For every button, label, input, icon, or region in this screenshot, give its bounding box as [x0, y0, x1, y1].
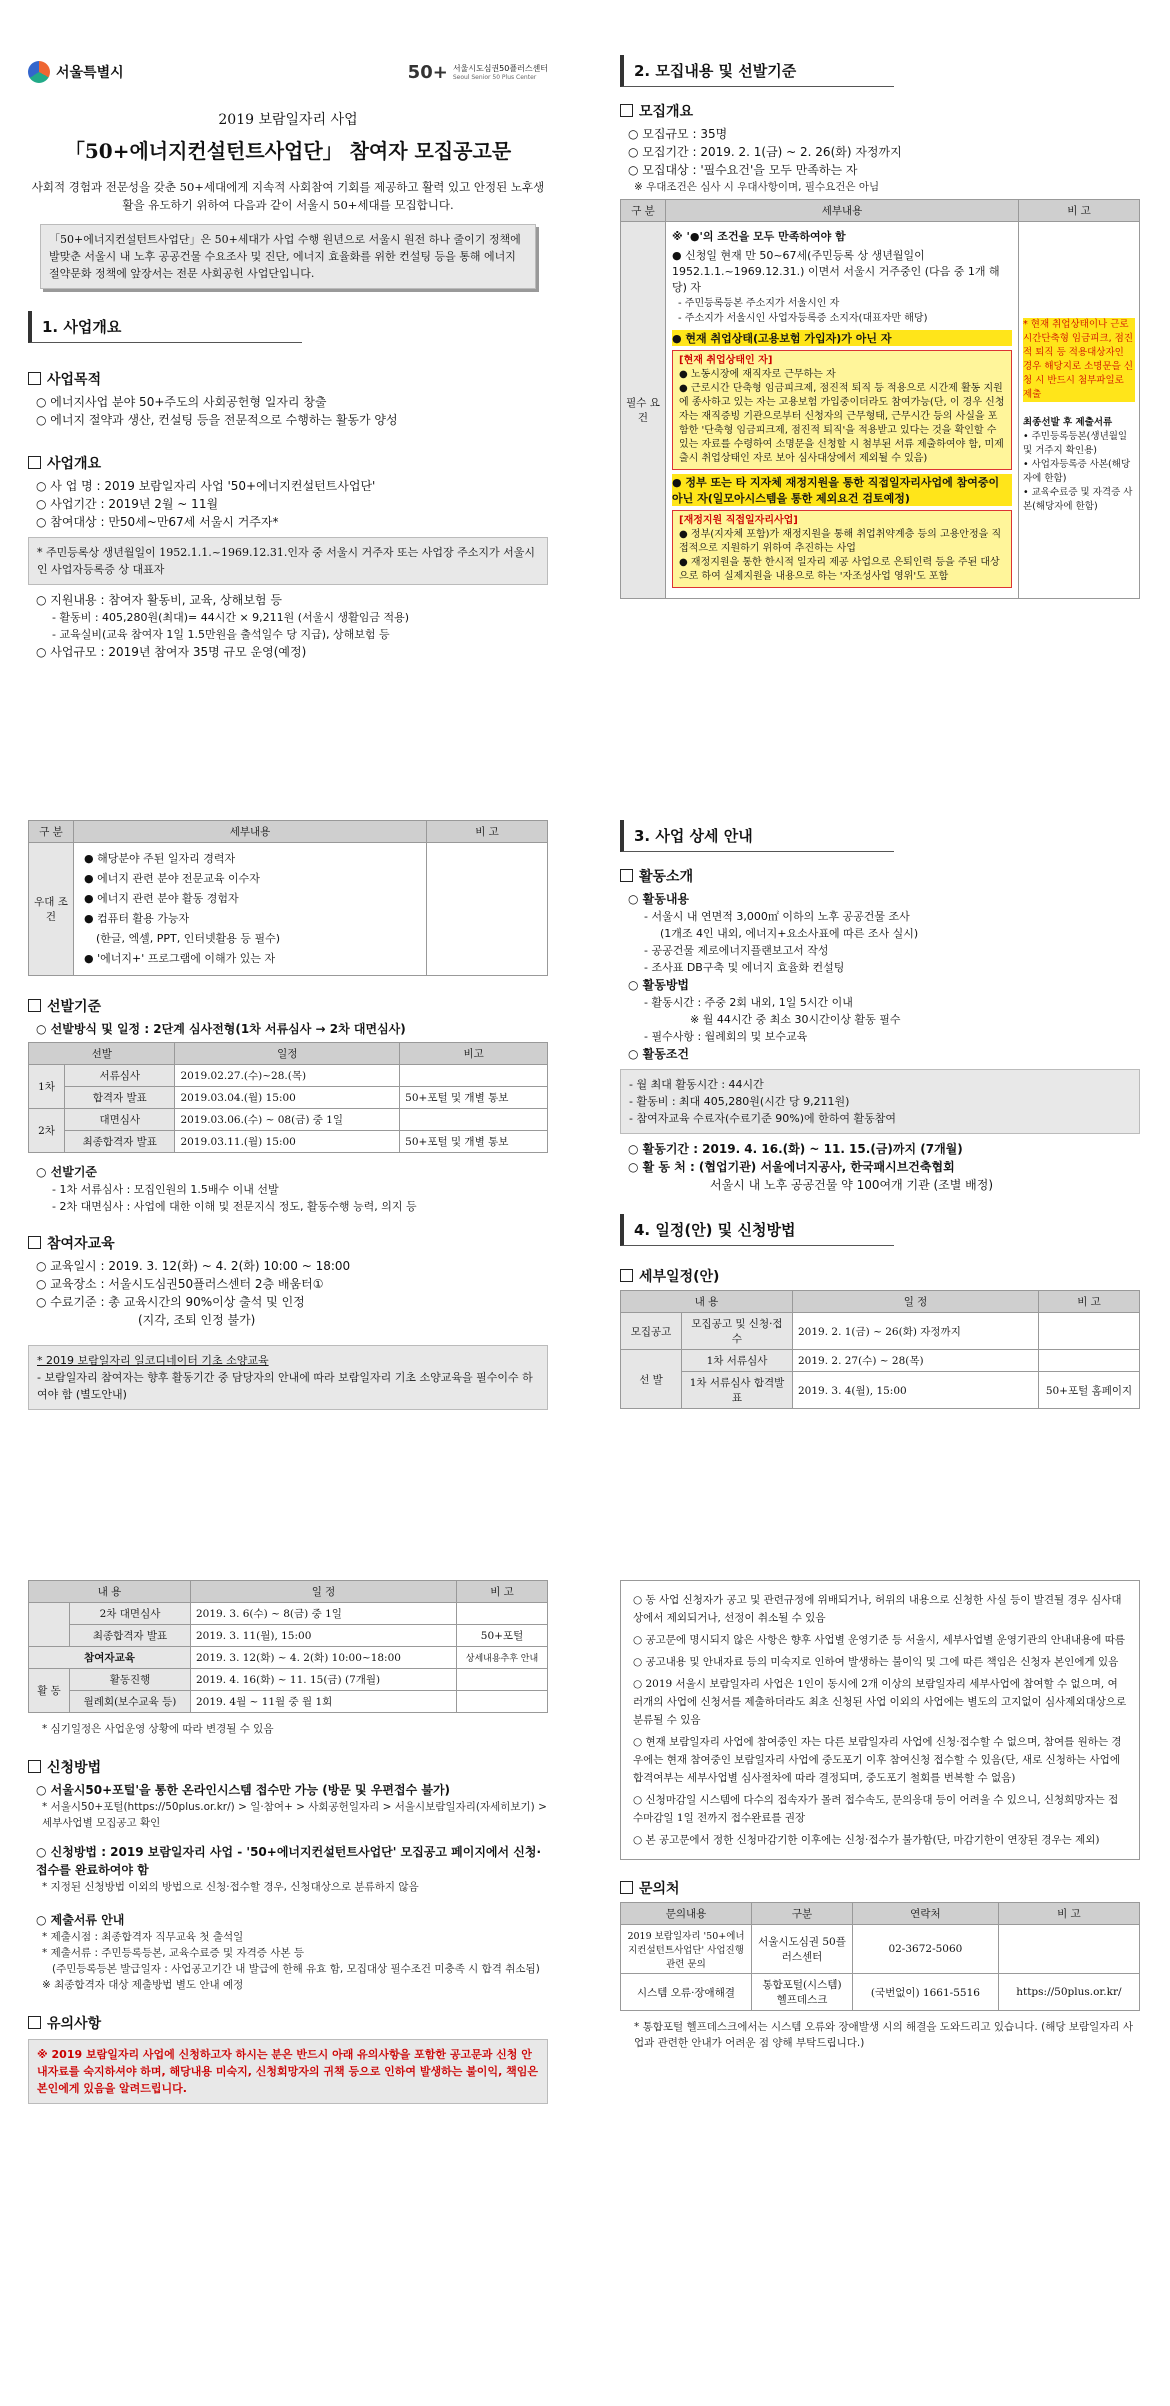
checkbox-icon — [28, 1236, 41, 1249]
date-cell: 2019. 3. 4(월), 15:00 — [793, 1372, 1039, 1409]
edu-item: ○ 교육장소 : 서울시도심권50플러스센터 2층 배움터① — [36, 1277, 324, 1291]
date-cell: 2019.02.27.(수)~28.(목) — [175, 1065, 400, 1087]
docs-item: * 제출서류 : 주민등록등본, 교육수료증 및 자격증 사본 등 — [42, 1947, 304, 1959]
checkbox-icon — [620, 1269, 633, 1282]
table-row — [29, 1625, 548, 1647]
edu-note-text: - 보람일자리 참여자는 향후 활동기간 중 담당자의 안내에 따라 보람일자리 기초 소양교육을 필수이수 하여야 함 (별도안내) — [37, 1371, 533, 1401]
th-date: 일 정 — [191, 1581, 457, 1603]
table-row — [29, 1669, 548, 1691]
caution-heading: 유의사항 — [47, 2016, 102, 2032]
activity-subheading: ○ 활동조건 — [628, 1047, 690, 1061]
content-cell: 2019 보람일자리 '50+에너지컨설턴트사업단' 사업진행관련 문의 — [621, 1925, 752, 1974]
item-cell: 활동진행 — [70, 1669, 191, 1691]
doc-title: 「50+에너지컨설턴트사업단」 참여자 모집공고문 — [64, 139, 512, 163]
tel-cell: 02-3672-5060 — [853, 1925, 999, 1974]
note-cell: 50+포털 — [457, 1625, 548, 1647]
cat-cell: 선 발 — [621, 1350, 682, 1409]
table-row — [621, 1313, 1140, 1350]
activity-subheading: ○ 활동방법 — [628, 978, 690, 992]
table-note: * 심기일정은 사업운영 상황에 따라 변경될 수 있음 — [42, 1723, 274, 1735]
activity-place-detail: 서울시 내 노후 공공건물 약 100여개 기관 (조별 배정) — [710, 1178, 994, 1192]
activity-subheading: ○ 활동내용 — [628, 892, 690, 906]
table-row — [29, 1647, 548, 1669]
schedule-heading: 세부일정(안) — [639, 1269, 720, 1285]
content-cell: 시스템 오류·장애해결 — [621, 1974, 752, 2011]
apply-note: * 지정된 신청방법 이외의 방법으로 신청·접수할 경우, 신청대상으로 분류하지 않음 — [42, 1881, 419, 1893]
checkbox-icon — [28, 372, 41, 385]
cat-cell: 활 동 — [29, 1669, 70, 1713]
th-org: 구분 — [752, 1903, 853, 1925]
doc-intro: 사회적 경험과 전문성을 갖춘 50+세대에게 지속적 사회참여 기회를 제공하고 활력 있고 안정된 노후생활을 유도하기 위하여 다음과 같이 서울시 50+세대를 모집합니다. — [31, 180, 545, 212]
notice-item: ○ 본 공고문에서 정한 신청마감기한 이후에는 신청·접수가 불가함(단, 마감기한이 연장된 경우는 제외) — [633, 1834, 1100, 1846]
stage-cell: 2차 — [29, 1109, 65, 1153]
th-detail: 세부내용 — [666, 200, 1019, 222]
jobs-box-item: ● 정부(지자체 포함)가 재정지원을 통해 취업취약계층 등의 고용안정을 직접적으로 지원하기 위하여 추진하는 사업 — [679, 529, 1002, 554]
doc-subtitle: 2019 보람일자리 사업 — [218, 112, 358, 128]
note-cell — [457, 1669, 548, 1691]
purpose-item: ○ 에너지사업 분야 50+주도의 사회공헌형 일자리 창출 — [36, 395, 327, 409]
section-2-title: 2. 모집내용 및 선발기준 — [620, 55, 894, 87]
note-cell — [457, 1603, 548, 1625]
th-date: 일 정 — [793, 1291, 1039, 1313]
note-cell — [400, 1109, 548, 1131]
recruit-heading: 모집개요 — [639, 104, 694, 120]
activity-item: ※ 월 44시간 중 최소 30시간이상 활동 필수 — [690, 1013, 901, 1026]
cat-cell — [29, 1603, 70, 1647]
apply-heading: 신청방법 — [47, 1760, 102, 1776]
notices-box — [620, 1580, 1140, 1860]
apply-note: * 서울시50+포털(https://50plus.or.kr/) > 일·참여+ > 사회공헌일자리 > 서울시보람일자리(자세히보기) > 세부사업별 모집공고 확인 — [42, 1801, 547, 1829]
item-cell: 2차 대면심사 — [70, 1603, 191, 1625]
pref-item: ● 컴퓨터 활용 가능자 — [84, 912, 190, 925]
remark-doc: • 주민등록등본(생년월일 및 거주지 확인용) — [1023, 431, 1128, 456]
table-row — [29, 1109, 548, 1131]
table-row — [29, 1065, 548, 1087]
date-cell: 2019. 3. 6(수) ~ 8(금) 중 1일 — [191, 1603, 457, 1625]
jobs-box-item: ● 재정지원을 통한 한시적 일자리 제공 사업으로 은퇴인력 등을 주된 대상으로 하여 실제지원을 내용으로 하는 '자조성사업 영위'도 포함 — [679, 557, 1000, 582]
activity-place: ○ 활 동 처 : (협업기관) 서울에너지공사, 한국패시브건축협회 — [628, 1160, 955, 1174]
docs-item: ※ 최종합격자 대상 제출방법 별도 안내 예정 — [42, 1979, 244, 1991]
panel-apply — [28, 1580, 548, 2370]
item-cell: 1차 서류심사 합격발표 — [682, 1372, 793, 1409]
purpose-heading: 사업목적 — [47, 372, 102, 388]
pref-item: ● '에너지+' 프로그램에 이해가 있는 자 — [84, 952, 276, 965]
overview-note: * 주민등록상 생년월일이 1952.1.1.~1969.12.31.인자 중 서울시 거주자 또는 사업장 주소지가 서울시인 사업자등록증 상 대표자 — [28, 537, 548, 585]
schedule-table — [620, 1290, 1140, 1409]
docs-item: * 제출시점 : 최종합격자 직무교육 첫 출석일 — [42, 1931, 244, 1943]
criteria-item: - 1차 서류심사 : 모집인원의 1.5배수 이내 선발 — [52, 1183, 279, 1196]
activity-item: - 활동시간 : 주중 2회 내외, 1일 5시간 이내 — [644, 996, 853, 1009]
item-cell: 서류심사 — [65, 1065, 175, 1087]
checkbox-icon — [620, 1881, 633, 1894]
overview-heading: 사업개요 — [47, 456, 102, 472]
contact-table — [620, 1902, 1140, 2011]
note-cell: 50+포털 및 개별 통보 — [400, 1131, 548, 1153]
checkbox-icon — [28, 456, 41, 469]
support-sub: - 활동비 : 405,280원(최대)= 44시간 × 9,211원 (서울시 생활임금 적용) — [52, 611, 409, 624]
th-content: 문의내용 — [621, 1903, 752, 1925]
employed-box-item: ● 근로시간 단축형 임금피크제, 점진적 퇴직 등 적용으로 시간제 활동 지원에 종사하고 있는 자는 고용보험 가입중이더라도 참여가능(단, 이 경우 신청자는 재직증빙 기관으로부터 신청자의 근무형태, 근무시간 등의 사실을 포함한 '단축형 임금피크제, 점진적 퇴직'을 적용받고 있다는 것을 확인할 수 있는 자료를 수령하여 소명문을 신청할 시 첨부된 서류 제출하여야 함, 미제출시 취업상태인 자로 보아 심사대상에서 제외될 수 있음) — [679, 383, 1005, 464]
schedule-table-cont — [28, 1580, 548, 1713]
seoul-logo-icon — [28, 61, 50, 83]
req-item: - 주민등록등본 주소지가 서울시인 자 — [678, 298, 840, 309]
item-cell: 1차 서류심사 — [682, 1350, 793, 1372]
panel-overview — [28, 55, 548, 805]
overview-item: ○ 사 업 명 : 2019 보람일자리 사업 '50+에너지컨설턴트사업단' — [36, 479, 376, 493]
website-link[interactable]: https://50plus.or.kr/ — [998, 1974, 1139, 2011]
note-cell: 상세내용추후 안내 — [457, 1647, 548, 1669]
pref-item: ● 에너지 관련 분야 전문교육 이수자 — [84, 872, 260, 885]
req-item: ● 신청일 현재 만 50~67세(주민등록 상 생년월일이 1952.1.1.~1969.12.31.) 이면서 서울시 거주중인 (다음 중 1개 해당) 자 — [672, 249, 1000, 294]
table-row — [621, 1350, 1140, 1372]
remark-docs-title: 최종선발 후 제출서류 — [1023, 417, 1113, 428]
employed-box-title: [현재 취업상태인 자] — [679, 355, 773, 366]
cat-cell: 모집공고 — [621, 1313, 682, 1350]
overview-item: ○ 참여대상 : 만50세~만67세 서울시 거주자* — [36, 515, 279, 529]
purpose-item: ○ 에너지 절약과 생산, 컨설팅 등을 전문적으로 수행하는 활동가 양성 — [36, 413, 398, 427]
apply-item: ○ 신청방법 : 2019 보람일자리 사업 - '50+에너지컨설턴트사업단' 모집공고 페이지에서 신청·접수를 완료하여야 함 — [36, 1845, 542, 1877]
edu-item: ○ 수료기준 : 총 교육시간의 90%이상 출석 및 인정 — [36, 1295, 305, 1309]
note-cell — [1039, 1350, 1140, 1372]
date-cell: 2019.03.04.(월) 15:00 — [175, 1087, 400, 1109]
notice-item: ○ 2019 서울시 보람일자리 사업은 1인이 동시에 2개 이상의 보람일자리 세부사업에 참여할 수 없으며, 여러개의 사업에 신청서를 제출하더라도 최초 신청된 사업 이외의 사업에는 별도의 고지없이 심사제외대상으로 분류될 수 있음 — [633, 1678, 1127, 1726]
employed-box-item: ● 노동시장에 재직자로 근무하는 자 — [679, 369, 836, 380]
th-note: 비 고 — [998, 1903, 1139, 1925]
required-label: 필수 요건 — [621, 222, 666, 599]
th-remark: 비 고 — [1019, 200, 1140, 222]
th-remark: 비 고 — [427, 821, 548, 843]
org-cell: 서울시도심권 50플러스센터 — [752, 1925, 853, 1974]
employed-box — [672, 350, 1012, 470]
table-row — [621, 1925, 1140, 1974]
activity-period: ○ 활동기간 : 2019. 4. 16.(화) ~ 11. 15.(금)까지 (7개월) — [628, 1142, 963, 1156]
edu-item: ○ 교육일시 : 2019. 3. 12(화) ~ 4. 2(화) 10:00 ~ 18:00 — [36, 1259, 351, 1273]
caution-box: ※ 2019 보람일자리 사업에 신청하고자 하시는 분은 반드시 아래 유의사항을 포함한 공고문과 신청 안내자료를 숙지하셔야 하며, 해당내용 미숙지, 신청회망자의 귀책 등으로 인하여 발생하는 불이익, 책임은 본인에게 있음을 알려드립니다. — [28, 2039, 548, 2104]
pref-item: ● 해당분야 주된 일자리 경력자 — [84, 852, 236, 865]
date-cell: 2019. 4. 16(화) ~ 11. 15(금) (7개월) — [191, 1669, 457, 1691]
th-note: 비 고 — [457, 1581, 548, 1603]
recruit-item: ○ 모집규모 : 35명 — [628, 127, 728, 141]
panel-notices — [620, 1580, 1140, 2370]
docs-item: (주민등록등본 발급일자 : 사업공고기간 내 발급에 한해 유효 함, 모집대상 필수조건 미충족 시 합격 취소됨) — [52, 1963, 540, 1975]
condition-item: - 참여자교육 수료자(수료기준 90%)에 한하여 활동참여 — [629, 1112, 897, 1125]
edu-heading: 참여자교육 — [47, 1236, 115, 1252]
jobs-box — [672, 510, 1012, 588]
org-cell: 통합포털(시스템) 헬프데스크 — [752, 1974, 853, 2011]
note-cell: 50+포털 홈페이지 — [1039, 1372, 1140, 1409]
checkbox-icon — [620, 869, 633, 882]
criteria-heading: ○ 선발기준 — [36, 1165, 98, 1179]
selection-table — [28, 1042, 548, 1153]
checkbox-icon — [28, 1760, 41, 1773]
date-cell: 2019. 3. 12(화) ~ 4. 2(화) 10:00~18:00 — [191, 1647, 457, 1669]
checkbox-icon — [620, 104, 633, 117]
panel-selection — [28, 820, 548, 1565]
notice-item: ○ 동 사업 신청자가 공고 및 관련규정에 위배되거나, 허위의 내용으로 신청한 사실 등이 발견될 경우 심사대상에서 제외되거나, 선정이 취소될 수 있음 — [633, 1594, 1122, 1624]
item-cell: 최종합격자 발표 — [65, 1131, 175, 1153]
notice-item: ○ 공고문에 명시되지 않은 사항은 향후 사업별 운영기준 등 서울시, 세부사업별 운영기관의 안내내용에 따름 — [633, 1634, 1126, 1646]
condition-item: - 활동비 : 최대 405,280원(시간 당 9,211원) — [629, 1095, 850, 1108]
criteria-item: - 2차 대면심사 : 사업에 대한 이해 및 전문지식 정도, 활동수행 능력, 의지 등 — [52, 1200, 417, 1213]
contact-heading: 문의처 — [639, 1881, 680, 1897]
th-note: 비고 — [400, 1043, 548, 1065]
recruit-note: ※ 우대조건은 심사 시 우대사항이며, 필수요건은 아님 — [634, 181, 880, 193]
th-tel: 연락처 — [853, 1903, 999, 1925]
th-content: 내 용 — [29, 1581, 191, 1603]
select-heading: 선발기준 — [47, 999, 102, 1015]
date-cell: 2019.03.11.(월) 15:00 — [175, 1131, 400, 1153]
select-line: ○ 선발방식 및 일정 : 2단계 심사전형(1차 서류심사 → 2차 대면심사) — [36, 1022, 406, 1036]
support-sub: - 교육실비(교육 참여자 1일 1.5만원을 출석일수 당 지급), 상해보험 등 — [52, 628, 390, 641]
table-row — [621, 1372, 1140, 1409]
contact-note: * 통합포털 헬프데스크에서는 시스템 오류와 장애발생 시의 해결을 도와드리고 있습니다. (해당 보람일자리 사업과 관련한 안내가 어려운 점 양해 부탁드립니다.) — [634, 2021, 1134, 2049]
apply-item: ○ 서울시50+포털'을 통한 온라인시스템 접수만 가능 (방문 및 우편접수 불가) — [36, 1783, 451, 1797]
tel-cell: (국번없이) 1661-5516 — [853, 1974, 999, 2011]
preference-table — [28, 820, 548, 976]
panel-recruit — [620, 55, 1140, 805]
item-cell: 모집공고 및 신청·접수 — [682, 1313, 793, 1350]
activity-item: - 조사표 DB구축 및 에너지 효율화 컨설팅 — [644, 961, 845, 974]
center-logo-sub: Seoul Senior 50 Plus Center — [452, 74, 537, 81]
th-category: 구 분 — [29, 821, 74, 843]
date-cell: 2019.03.06.(수) ~ 08(금) 중 1일 — [175, 1109, 400, 1131]
docs-heading: ○ 제출서류 안내 — [36, 1913, 125, 1927]
date-cell: 2019. 2. 27(수) ~ 28(목) — [793, 1350, 1039, 1372]
activity-heading: 활동소개 — [639, 869, 694, 885]
section-4-title: 4. 일정(안) 및 신청방법 — [620, 1214, 894, 1246]
support-item: ○ 지원내용 : 참여자 활동비, 교육, 상해보험 등 — [36, 593, 282, 607]
th-detail: 세부내용 — [74, 821, 427, 843]
activity-item: - 필수사항 : 월례회의 및 보수교육 — [644, 1030, 808, 1043]
activity-conditions-box — [620, 1069, 1140, 1134]
item-cell: 대면심사 — [65, 1109, 175, 1131]
table-row — [29, 1131, 548, 1153]
remark-highlight: * 현재 취업상태이나 근로시간단축형 임금피크, 점진적 퇴직 등 적용대상자인 경우 해당지로 소명문을 신청 시 반드시 첨부파일로 제출 — [1023, 319, 1134, 400]
edu-item: (지각, 조퇴 인정 불가) — [138, 1313, 256, 1327]
table-row — [621, 1974, 1140, 2011]
requirements-table — [620, 199, 1140, 599]
remark-doc: • 사업자등록증 사본(해당자에 한함) — [1023, 459, 1131, 484]
intro-box: 「50+에너지컨설턴트사업단」은 50+세대가 사업 수행 원년으로 서울시 원전 하나 줄이기 정책에 발맞춘 서울시 내 노후 공공건물 수요조사 및 진단, 에너지 효율화를 위한 컨설팅 등을 통해 에너지 절약문화 정책에 앞장서는 전문 사회공헌 사업단입니다. — [40, 224, 536, 289]
item-cell: 월례회(보수교육 등) — [70, 1691, 191, 1713]
pref-item: (한글, 엑셀, PPT, 인터넷활용 등 필수) — [96, 932, 281, 945]
checkbox-icon — [28, 2016, 41, 2029]
section-3-title: 3. 사업 상세 안내 — [620, 820, 894, 852]
req-highlight-jobs: ● 정부 또는 타 지자체 재정지원을 통한 직접일자리사업에 참여중이 아닌 자(일모아시스템을 통한 제외요건 검토예정) — [672, 474, 1012, 506]
item-cell: 최종합격자 발표 — [70, 1625, 191, 1647]
activity-item: - 공공건물 제로에너지플랜보고서 작성 — [644, 944, 829, 957]
stage-cell: 1차 — [29, 1065, 65, 1109]
preference-label: 우대 조건 — [29, 843, 74, 976]
scale-item: ○ 사업규모 : 2019년 참여자 35명 규모 운영(예정) — [36, 645, 307, 659]
req-head: ※ '●'의 조건을 모두 만족하여야 함 — [672, 230, 846, 243]
notice-item: ○ 공고내용 및 안내자료 등의 미숙지로 인하여 발생하는 불이익 및 그에 따른 책임은 신청자 본인에게 있음 — [633, 1656, 1119, 1668]
date-cell: 2019. 4월 ~ 11월 중 월 1회 — [191, 1691, 457, 1713]
jobs-box-title: [재정지원 직접일자리사업] — [679, 515, 798, 526]
edu-note-box — [28, 1345, 548, 1410]
req-item: - 주소지가 서울시인 사업자등록증 소지자(대표자만 해당) — [678, 313, 928, 324]
notice-item: ○ 신청마감일 시스템에 다수의 접속자가 몰려 접수속도, 문의응대 등이 어려울 수 있으니, 신청희망자는 접수마감일 1일 전까지 접수완료를 권장 — [633, 1794, 1119, 1824]
th-date: 일정 — [175, 1043, 400, 1065]
pref-item: ● 에너지 관련 분야 활동 경험자 — [84, 892, 239, 905]
notice-item: ○ 현재 보람일자리 사업에 참여중인 자는 다른 보람일자리 사업에 신청·접수할 수 없으며, 참여를 원하는 경우에는 현재 참여중인 보람일자리 사업에 중도포기 이후 참여신청 접수할 수 있음(단, 새로 신청하는 사업에 합격여부는 세부사업별 심사절차에 따라 결정되며, 중도포기 철회를 번복할 수 없음) — [633, 1736, 1122, 1784]
th-category: 구 분 — [621, 200, 666, 222]
note-cell — [400, 1065, 548, 1087]
panel-details — [620, 820, 1140, 1565]
note-cell: 50+포털 및 개별 통보 — [400, 1087, 548, 1109]
recruit-item: ○ 모집대상 : '필수요건'을 모두 만족하는 자 — [628, 163, 858, 177]
condition-item: - 월 최대 활동시간 : 44시간 — [629, 1078, 764, 1091]
remark-doc: • 교육수료증 및 자격증 사본(해당자에 한함) — [1023, 487, 1133, 512]
note-cell — [998, 1925, 1139, 1974]
recruit-item: ○ 모집기간 : 2019. 2. 1(금) ~ 2. 26(화) 자정까지 — [628, 145, 902, 159]
note-cell — [457, 1691, 548, 1713]
cat-cell: 참여자교육 — [29, 1647, 191, 1669]
center-logo-mark: 50+ — [407, 61, 448, 83]
checkbox-icon — [28, 999, 41, 1012]
section-1-title: 1. 사업개요 — [28, 311, 302, 343]
note-cell — [1039, 1313, 1140, 1350]
th-content: 내 용 — [621, 1291, 793, 1313]
th-stage: 선발 — [29, 1043, 175, 1065]
req-highlight-employment: ● 현재 취업상태(고용보험 가입자)가 아닌 자 — [672, 330, 1012, 346]
table-row — [29, 1087, 548, 1109]
table-row — [29, 1603, 548, 1625]
date-cell: 2019. 2. 1(금) ~ 26(화) 자정까지 — [793, 1313, 1039, 1350]
activity-item: - 서울시 내 연면적 3,000㎡ 이하의 노후 공공건물 조사 — [644, 910, 910, 923]
th-note: 비 고 — [1039, 1291, 1140, 1313]
overview-item: ○ 사업기간 : 2019년 2월 ~ 11월 — [36, 497, 219, 511]
activity-item: (1개조 4인 내외, 에너지+요소사표에 따른 조사 실시) — [660, 927, 919, 940]
table-row — [29, 1691, 548, 1713]
edu-note-title: * 2019 보람일자리 일코디네이터 기초 소양교육 — [37, 1354, 269, 1367]
seoul-logo-text: 서울특별시 — [56, 65, 124, 81]
center-logo-name: 서울시도심권50플러스센터 — [452, 64, 548, 73]
item-cell: 합격자 발표 — [65, 1087, 175, 1109]
date-cell: 2019. 3. 11(월), 15:00 — [191, 1625, 457, 1647]
